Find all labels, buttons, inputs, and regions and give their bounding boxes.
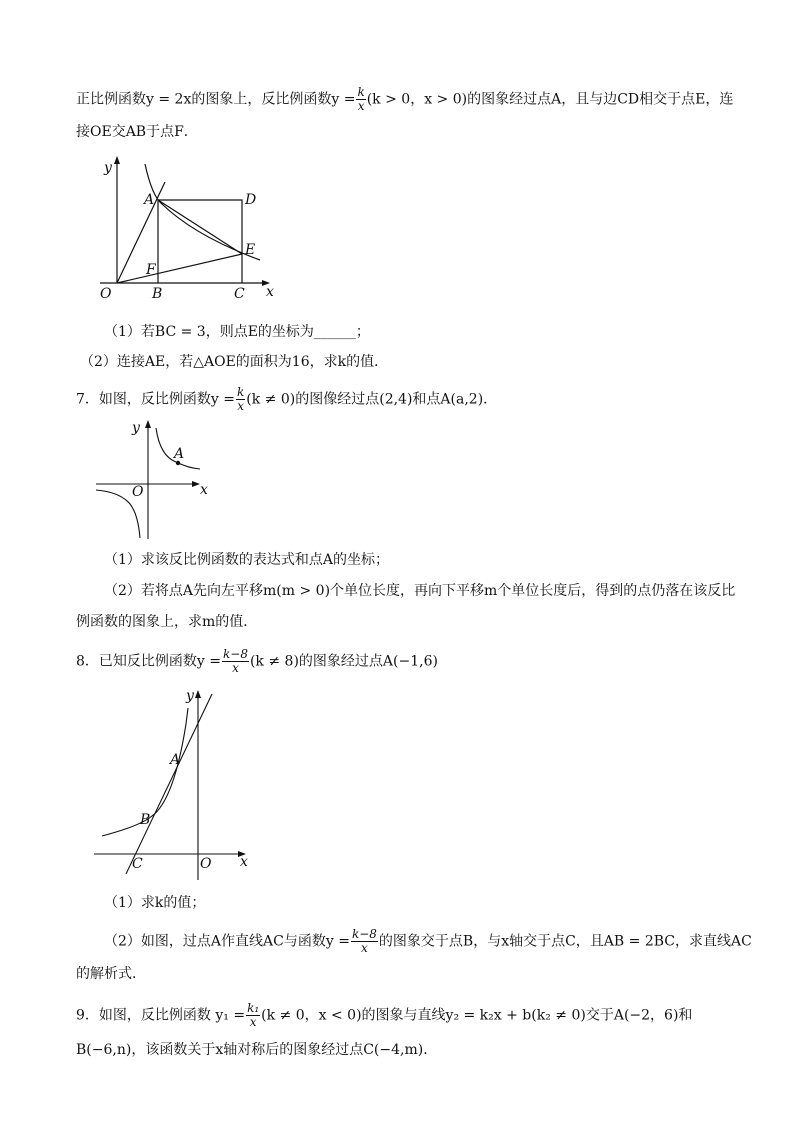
q7-fraction: $\frac{k}{x}$ [237, 385, 245, 413]
q6-intro-line2: 接OE交AB于点F． [76, 124, 198, 140]
q6-line-oe [117, 254, 242, 283]
q6-label-a: A [144, 192, 155, 208]
q6-label-d: D [245, 192, 257, 208]
q7-figure [90, 414, 220, 544]
q8-label-b: B [140, 812, 151, 828]
q6-label-c: C [234, 286, 245, 302]
q9-stem-line2: B(−6,n)，该函数关于x轴对称后的图象经过点C(−4,m)． [76, 1042, 438, 1058]
q8-fraction: $\frac{k-8}{x}$ [223, 647, 248, 675]
q8-y-arrow [195, 690, 201, 698]
q7-label-a: A [174, 446, 185, 462]
q8-label-y: y [186, 688, 194, 704]
q7-label-o: O [132, 484, 144, 500]
q8-label-o: O [200, 856, 212, 872]
q7-part2-line2: 例函数的图象上，求m的值． [76, 614, 258, 630]
q6-label-b: B [152, 286, 163, 302]
q7-part2-line1: （2）若将点A先向左平移m(m > 0)个单位长度，再向下平移m个单位长度后，得到的点仍落在该反比 [104, 583, 736, 599]
q7-stem: 7．如图，反比例函数y = $\frac{k}{x}$ (k ≠ 0)的图像经过点(2,4)和点A(a,2)． [76, 385, 498, 413]
q6-y-arrow [114, 156, 120, 164]
q6-figure [90, 150, 290, 310]
q8-part2-fraction: $\frac{k-8}{x}$ [351, 927, 377, 955]
q9-stem-line1: 9．如图，反比例函数 y₁ = $\frac{\text{k₁}}{x}$ (k ≠ 0，x < 0)的图象与直线y₂ = k₂x + b(k₂ ≠ 0)交于A(−2，6)和 [76, 1001, 693, 1029]
q6-label-y: y [104, 160, 112, 176]
q7-y-arrow [145, 420, 151, 428]
q6-label-e: E [245, 242, 256, 258]
q6-fraction: $\frac{k}{x}$ [357, 85, 365, 113]
q9-fraction: $\frac{\text{k₁}}{x}$ [247, 1001, 260, 1029]
q8-part1: （1）求k的值； [104, 895, 206, 911]
q6-part2: （2）连接AE，若△AOE的面积为16，求k的值． [80, 354, 389, 370]
q7-label-x: x [200, 482, 208, 498]
q8-figure [90, 684, 260, 884]
q6-hyperbola [145, 164, 260, 260]
q8-label-a: A [170, 752, 181, 768]
q6-label-f: F [146, 262, 156, 278]
q6-intro-line1: 正比例函数y = 2x的图象上，反比例函数y = $\frac{k}{x}$ (k > 0，x > 0)的图象经过点A，且与边CD相交于点E，连 [76, 85, 734, 113]
q6-line-ae [158, 200, 242, 254]
q8-label-x: x [240, 854, 248, 870]
q6-part1: （1）若BC = 3，则点E的坐标为______； [104, 324, 370, 340]
q8-stem: 8．已知反比例函数y = $\frac{k-8}{x}$ (k ≠ 8)的图象经过点A(−1,6) [76, 647, 438, 675]
q6-label-o: O [100, 286, 112, 302]
q7-part1: （1）求该反比例函数的表达式和点A的坐标； [104, 552, 390, 568]
q6-label-x: x [266, 284, 274, 300]
q8-part2-line1: （2）如图，过点A作直线AC与函数y = $\frac{k-8}{x}$ 的图象交于点B，与x轴交于点C，且AB = 2BC，求直线AC [104, 927, 752, 955]
q7-label-y: y [132, 420, 140, 436]
q8-part2-line2: 的解析式． [76, 966, 146, 982]
q8-line-ac [126, 694, 212, 874]
q7-x-arrow [192, 481, 200, 487]
q8-label-c: C [132, 856, 143, 872]
